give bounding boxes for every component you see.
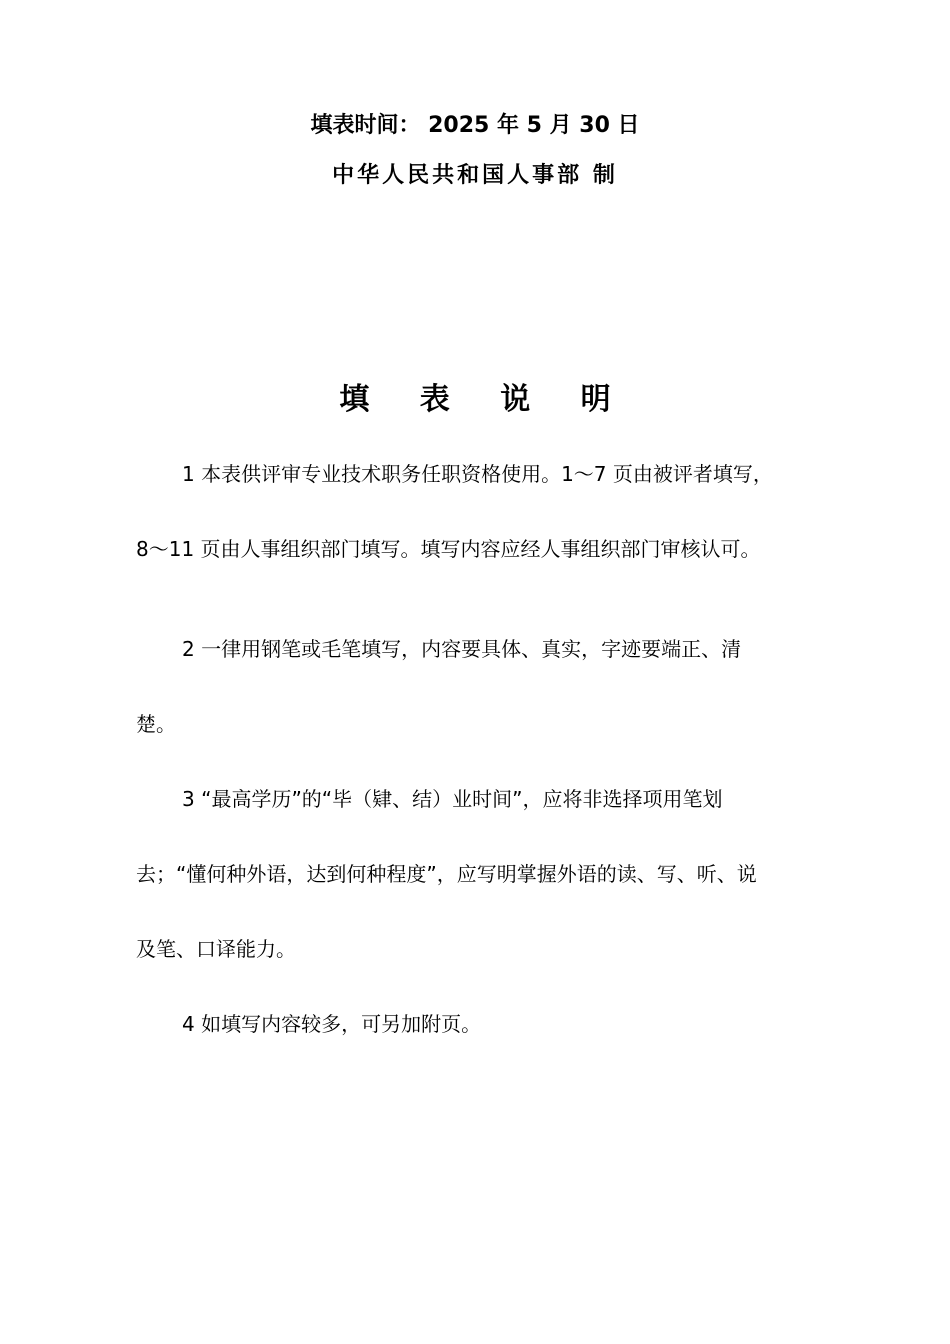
instruction-line: 8～11 页由人事组织部门填写。填写内容应经人事组织部门审核认可。 bbox=[136, 537, 761, 561]
instruction-line: 2 一律用钢笔或毛笔填写，内容要具体、真实，字迹要端正、清 bbox=[182, 637, 742, 661]
issuer-line: 中华人民共和国人事部 制 bbox=[332, 163, 618, 188]
instruction-line: 1 本表供评审专业技术职务任职资格使用。1～7 页由被评者填写， bbox=[182, 462, 773, 486]
instruction-line: 楚。 bbox=[136, 712, 176, 736]
instruction-line: 及笔、口译能力。 bbox=[136, 937, 296, 961]
fill-time-line: 填表时间： 2025 年 5 月 30 日 bbox=[310, 113, 640, 138]
instruction-item-4 bbox=[136, 1009, 846, 1084]
instruction-item-1 bbox=[136, 459, 846, 609]
instructions-title: 填 表 说 明 bbox=[339, 382, 631, 417]
instruction-item-3 bbox=[136, 784, 846, 1009]
instruction-line: 3 “最高学历”的“毕（肄、结）业时间”，应将非选择项用笔划 bbox=[182, 787, 723, 811]
instruction-line: 去；“懂何种外语，达到何种程度”，应写明掌握外语的读、写、听、说 bbox=[136, 862, 757, 886]
instruction-item-2 bbox=[136, 634, 846, 784]
instruction-line: 4 如填写内容较多，可另加附页。 bbox=[182, 1012, 482, 1036]
